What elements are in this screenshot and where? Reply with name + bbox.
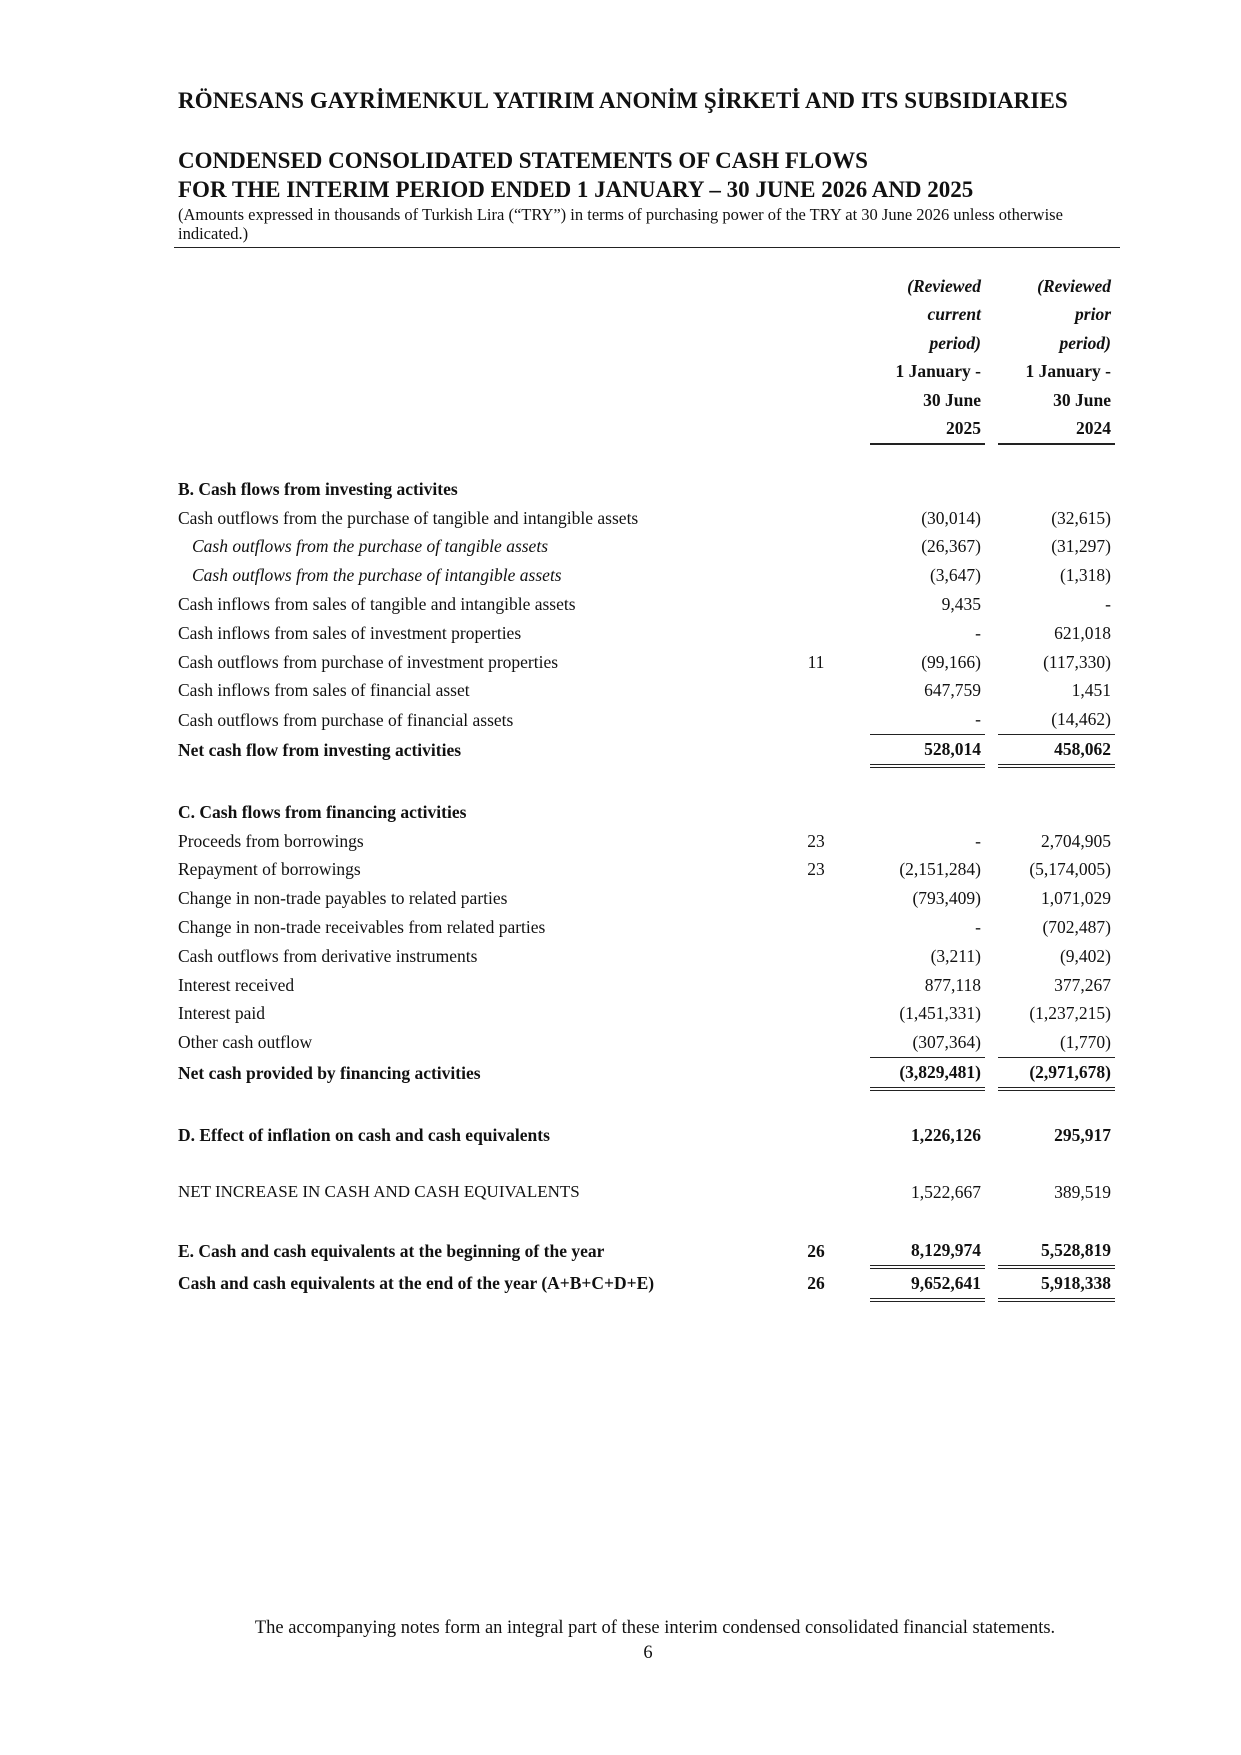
row-note [796, 1028, 836, 1057]
row-current: - [975, 709, 981, 730]
inflation-prior: 295,917 [1054, 1124, 1111, 1145]
row-current: 9,435 [941, 594, 981, 615]
row-note [796, 913, 836, 942]
table-row [178, 1028, 1115, 1057]
row-prior: (5,174,005) [1029, 859, 1111, 880]
net-increase-prior: 389,519 [1054, 1181, 1111, 1202]
prior-header-line: 1 January - [1025, 361, 1111, 382]
row-label: Cash outflows from the purchase of tangible assets [192, 536, 548, 557]
beginning-label: E. Cash and cash equivalents at the beginning of the year [178, 1241, 605, 1262]
row-label: Cash outflows from purchase of financial assets [178, 709, 514, 730]
table-row [178, 619, 1115, 648]
column-header-row [178, 386, 1115, 415]
column-header-row [178, 415, 1115, 445]
investing-total-current: 528,014 [870, 735, 985, 766]
end-current: 9,652,641 [870, 1267, 985, 1300]
table-row [178, 533, 1115, 562]
financing-heading: C. Cash flows from financing activities [178, 801, 467, 822]
table-row [178, 648, 1115, 677]
row-current: (1,451,331) [899, 1003, 981, 1024]
financing-total-prior: (2,971,678) [998, 1058, 1115, 1089]
row-label: Cash inflows from sales of investment properties [178, 622, 522, 643]
row-current: (307,364) [912, 1032, 981, 1053]
row-label: Change in non-trade payables to related parties [178, 888, 508, 909]
row-prior: (9,402) [1059, 945, 1111, 966]
prior-header-line: (Reviewed [1037, 275, 1111, 296]
row-note [796, 504, 836, 533]
row-note [796, 884, 836, 913]
row-label: Cash outflows from derivative instruments [178, 945, 478, 966]
current-header-line: current [927, 304, 981, 325]
row-prior: (1,770) [1059, 1032, 1111, 1053]
table-row [178, 942, 1115, 971]
prior-header-line: prior [1075, 304, 1111, 325]
row-current: 647,759 [924, 680, 981, 701]
amounts-note: (Amounts expressed in thousands of Turkish Lira (“TRY”) in terms of purchasing power of the TRY at 30 June 2026 unless otherwise indicated.) [178, 205, 1063, 243]
row-current: (99,166) [921, 651, 981, 672]
row-note [796, 942, 836, 971]
row-current: - [975, 917, 981, 938]
row-label: Interest paid [178, 1003, 265, 1024]
row-prior: 1,451 [1071, 680, 1111, 701]
table-row [178, 971, 1115, 1000]
row-prior: (702,487) [1042, 917, 1111, 938]
investing-total-prior: 458,062 [998, 735, 1115, 766]
row-current: (3,647) [929, 565, 981, 586]
row-note [796, 533, 836, 562]
cash-flow-table [178, 272, 1115, 1302]
net-increase-label: NET INCREASE IN CASH AND CASH EQUIVALENTS [178, 1182, 580, 1202]
row-note [796, 590, 836, 619]
row-current: 877,118 [924, 974, 981, 995]
row-note [796, 619, 836, 648]
row-label: Repayment of borrowings [178, 859, 361, 880]
row-prior: 2,704,905 [1041, 830, 1111, 851]
column-header-row [178, 272, 1115, 301]
column-header-row [178, 358, 1115, 387]
prior-header-year: 2024 [998, 415, 1115, 445]
row-note: 23 [807, 830, 825, 851]
row-label: Interest received [178, 974, 295, 995]
row-label: Other cash outflow [178, 1032, 313, 1053]
net-increase-row [178, 1178, 1115, 1207]
row-prior: 1,071,029 [1041, 888, 1111, 909]
net-increase-current: 1,522,667 [911, 1181, 981, 1202]
column-header-row [178, 301, 1115, 330]
table-row [178, 561, 1115, 590]
row-prior: (1,237,215) [1029, 1003, 1111, 1024]
investing-heading: B. Cash flows from investing activites [178, 478, 458, 499]
total-row [178, 735, 1115, 766]
table-row [178, 827, 1115, 856]
beginning-row [178, 1237, 1115, 1268]
financing-total-label: Net cash provided by financing activities [178, 1062, 481, 1083]
prior-header-line: period) [1059, 332, 1111, 353]
row-current: (3,211) [930, 945, 981, 966]
row-note: 23 [807, 859, 825, 880]
footer-note: The accompanying notes form an integral part of these interim condensed consolidated financial statements. [254, 1618, 1056, 1638]
row-label: Cash outflows from the purchase of intangible assets [192, 565, 562, 586]
row-current: (26,367) [921, 536, 981, 557]
table-row [178, 856, 1115, 885]
section-heading [178, 475, 1115, 504]
table-row [178, 1000, 1115, 1029]
row-prior: (31,297) [1051, 536, 1111, 557]
end-note: 26 [807, 1273, 825, 1294]
row-label: Cash inflows from sales of tangible and intangible assets [178, 594, 576, 615]
table-row [178, 504, 1115, 533]
financing-total-current: (3,829,481) [870, 1058, 985, 1089]
row-label: Cash outflows from purchase of investment properties [178, 651, 559, 672]
row-current: (30,014) [921, 507, 981, 528]
header-rule [174, 247, 1120, 248]
current-header-line: 30 June [923, 389, 981, 410]
row-current: - [975, 622, 981, 643]
row-label: Cash inflows from sales of financial asset [178, 680, 470, 701]
row-note [796, 971, 836, 1000]
table-row [178, 590, 1115, 619]
row-prior: (1,318) [1059, 565, 1111, 586]
row-prior: - [1105, 594, 1111, 615]
row-prior: (32,615) [1051, 507, 1111, 528]
current-header-line: (Reviewed [907, 275, 981, 296]
table-row [178, 913, 1115, 942]
statement-period: FOR THE INTERIM PERIOD ENDED 1 JANUARY – 30 JUNE 2026 AND 2025 [178, 177, 974, 202]
row-prior: (14,462) [1051, 709, 1111, 730]
end-prior: 5,918,338 [998, 1267, 1115, 1300]
row-prior: 377,267 [1054, 974, 1111, 995]
beginning-prior: 5,528,819 [998, 1237, 1115, 1268]
row-current: (2,151,284) [899, 859, 981, 880]
statement-title: CONDENSED CONSOLIDATED STATEMENTS OF CASH FLOWS [178, 148, 868, 173]
table-row [178, 677, 1115, 706]
row-prior: (117,330) [1043, 651, 1111, 672]
end-row [178, 1267, 1115, 1300]
company-name: RÖNESANS GAYRİMENKUL YATIRIM ANONİM ŞİRKETİ AND ITS SUBSIDIARIES [178, 88, 1068, 113]
row-label: Proceeds from borrowings [178, 830, 364, 851]
row-prior: 621,018 [1054, 622, 1111, 643]
current-header-year: 2025 [870, 415, 985, 445]
row-note [796, 561, 836, 590]
beginning-note: 26 [807, 1241, 825, 1262]
inflation-label: D. Effect of inflation on cash and cash equivalents [178, 1124, 550, 1145]
current-header-line: period) [929, 332, 981, 353]
row-current: - [975, 830, 981, 851]
table-row [178, 884, 1115, 913]
row-note [796, 705, 836, 734]
row-label: Cash outflows from the purchase of tangible and intangible assets [178, 507, 639, 528]
row-note [796, 677, 836, 706]
end-label: Cash and cash equivalents at the end of the year (A+B+C+D+E) [178, 1273, 655, 1294]
table-row [178, 705, 1115, 734]
section-heading [178, 798, 1115, 827]
inflation-current: 1,226,126 [911, 1124, 981, 1145]
row-label: Change in non-trade receivables from related parties [178, 917, 546, 938]
page-number: 6 [643, 1643, 653, 1663]
investing-total-label: Net cash flow from investing activities [178, 739, 462, 760]
beginning-current: 8,129,974 [870, 1237, 985, 1268]
current-header-line: 1 January - [895, 361, 981, 382]
inflation-row [178, 1121, 1115, 1150]
row-note: 11 [807, 651, 825, 672]
total-row [178, 1058, 1115, 1089]
row-current: (793,409) [912, 888, 981, 909]
row-note [796, 1000, 836, 1029]
column-header-row [178, 329, 1115, 358]
prior-header-line: 30 June [1053, 389, 1111, 410]
